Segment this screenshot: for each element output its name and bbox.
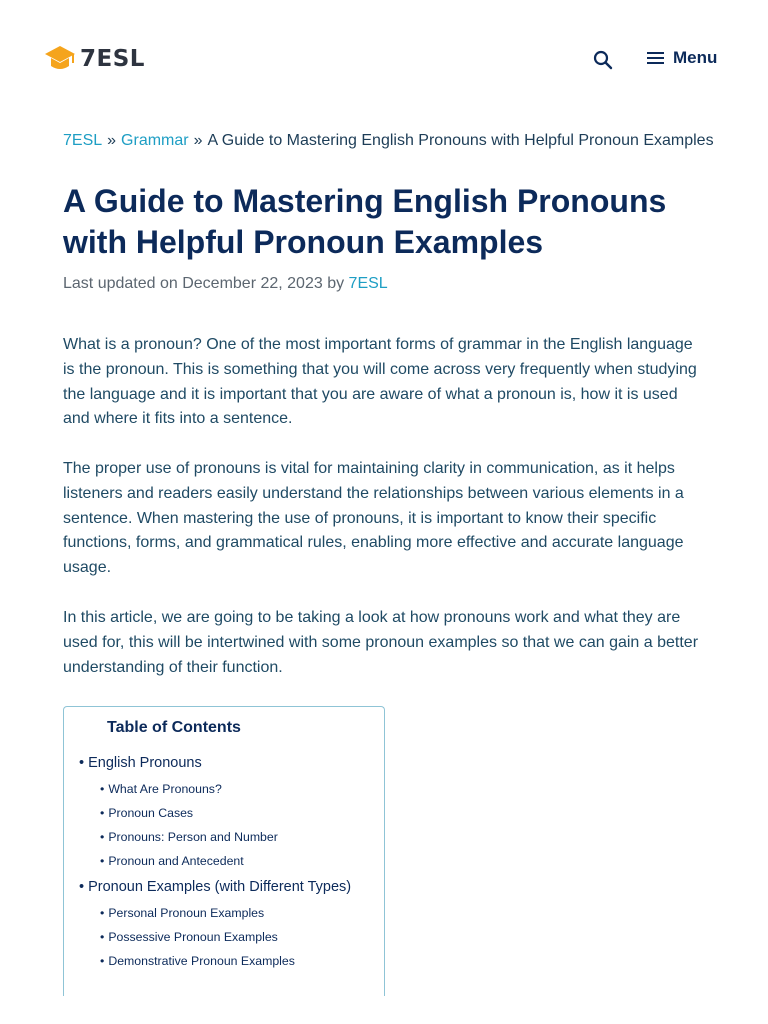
toc-bullet: • (79, 879, 85, 895)
toc-bullet: • (100, 830, 105, 844)
hamburger-menu-icon (647, 50, 665, 66)
body-paragraph: The proper use of pronouns is vital for maintaining clarity in communication, as it helps listeners and readers easily understand the relationships between various elements in a sentence. When mastering the use of pronouns, it is important to know their specific functions, forms, and grammatical rules, enabling more effective and accurate language usage. (63, 460, 684, 577)
post-meta (63, 275, 388, 293)
toc-item-label: Pronoun and Antecedent (108, 854, 244, 868)
toc-item[interactable] (100, 954, 295, 968)
toc-item[interactable] (100, 854, 244, 868)
breadcrumb (63, 132, 714, 150)
toc-item[interactable] (100, 906, 264, 920)
toc-item[interactable] (79, 755, 202, 771)
breadcrumb-home-link[interactable]: 7ESL (63, 132, 103, 149)
toc-item[interactable] (100, 782, 222, 796)
graduation-cap-icon (44, 44, 76, 74)
search-icon (592, 49, 614, 71)
table-of-contents (63, 706, 385, 996)
site-header (0, 0, 768, 120)
toc-item[interactable] (100, 930, 278, 944)
toc-item-label: Pronoun Examples (with Different Types) (88, 879, 352, 895)
toc-item[interactable] (79, 879, 351, 895)
breadcrumb-category-link[interactable]: Grammar (121, 132, 189, 149)
toc-bullet: • (100, 930, 105, 944)
toc-bullet: • (100, 854, 105, 868)
toc-item-label: Pronoun Cases (108, 806, 194, 820)
logo-text: 7ESL (80, 46, 145, 72)
updated-date: Last updated on December 22, 2023 by (63, 275, 345, 292)
toc-bullet: • (100, 954, 105, 968)
toc-item[interactable] (100, 830, 278, 844)
search-button[interactable] (592, 49, 614, 71)
intro-paragraph: What is a pronoun? One of the most important forms of grammar in the English language is the pronoun. This is something that you will come across very frequently when studying the language and it is important that you are aware of what a pronoun is, how it is used and where it fits into a sentence. (63, 336, 697, 428)
body-paragraph: In this article, we are going to be taking a look at how pronouns work and what they are used for, this will be intertwined with some pronoun examples so that we can gain a better understanding of their function. (63, 609, 699, 676)
toc-title: Table of Contents (107, 719, 241, 736)
toc-bullet: • (100, 906, 105, 920)
menu-label: Menu (673, 48, 718, 67)
toc-bullet: • (100, 782, 105, 796)
toc-item[interactable] (100, 806, 193, 820)
toc-bullet: • (100, 806, 105, 820)
toc-item-label: Personal Pronoun Examples (108, 906, 265, 920)
breadcrumb-separator: » (107, 132, 117, 149)
toc-item-label: Possessive Pronoun Examples (108, 930, 278, 944)
site-logo[interactable] (44, 44, 145, 74)
toc-item-label: Demonstrative Pronoun Examples (108, 954, 295, 968)
page-title: A Guide to Mastering English Pronouns with Helpful Pronoun Examples (63, 183, 667, 260)
breadcrumb-separator: » (193, 132, 203, 149)
toc-bullet: • (79, 755, 85, 771)
toc-item-label: What Are Pronouns? (108, 782, 222, 796)
menu-button[interactable] (647, 48, 717, 68)
author-link[interactable]: 7ESL (348, 275, 388, 292)
toc-item-label: Pronouns: Person and Number (108, 830, 278, 844)
toc-item-label: English Pronouns (88, 755, 202, 771)
breadcrumb-current: A Guide to Mastering English Pronouns with Helpful Pronoun Examples (207, 132, 714, 149)
